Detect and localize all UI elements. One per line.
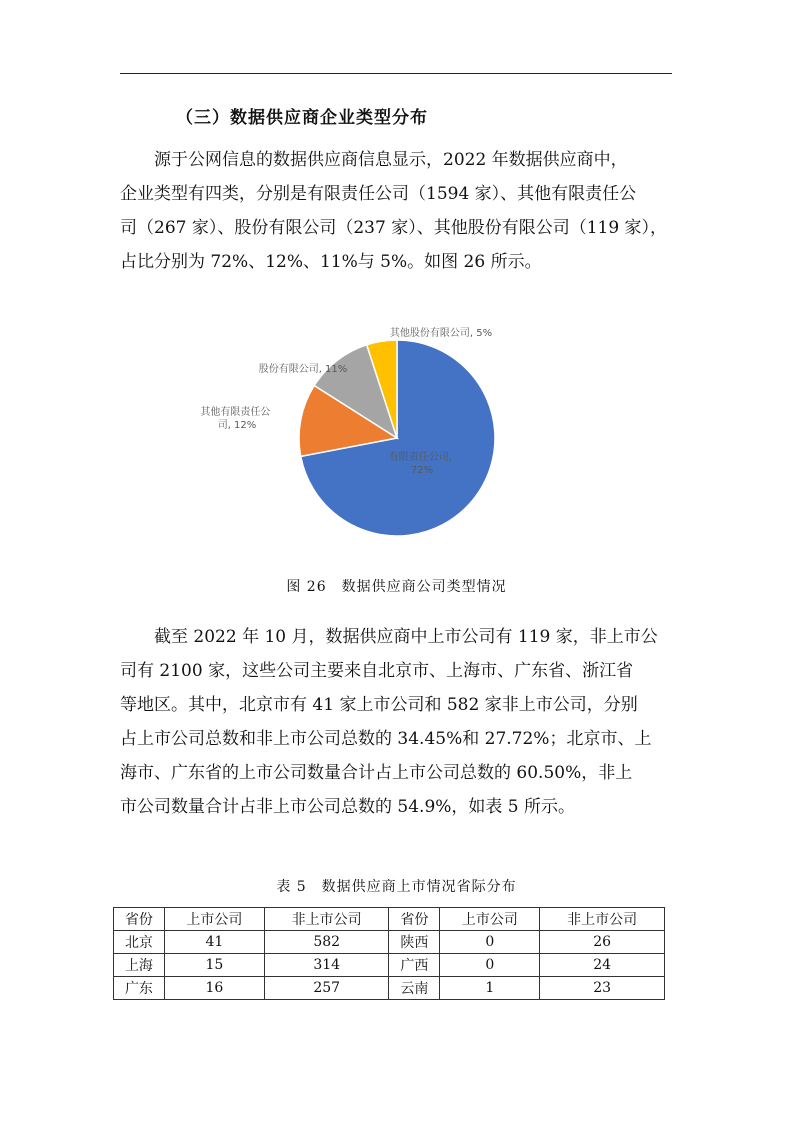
paragraph-line: 司（267 家）、股份有限公司（237 家）、其他股份有限公司（119 家）， xyxy=(120,218,668,238)
table-caption: 表 5 数据供应商上市情况省际分布 xyxy=(276,879,517,895)
paragraph-line: 企业类型有四类，分别是有限责任公司（1594 家）、其他有限责任公 xyxy=(120,184,637,204)
table-cell: 云南 xyxy=(389,977,440,1000)
province-distribution-table xyxy=(113,907,665,1000)
paragraph-company-types xyxy=(120,143,675,279)
paragraph-line: 占比分别为 72%、12%、11%与 5%。如图 26 所示。 xyxy=(120,252,542,272)
company-type-pie-chart xyxy=(190,318,600,550)
header-cell: 省份 xyxy=(389,908,440,931)
table-cell: 广东 xyxy=(114,977,165,1000)
table-cell: 0 xyxy=(440,931,540,954)
header-cell: 非上市公司 xyxy=(540,908,665,931)
header-cell: 省份 xyxy=(114,908,165,931)
header-rule xyxy=(120,73,672,74)
header-cell: 上市公司 xyxy=(440,908,540,931)
paragraph-listed-companies xyxy=(120,620,675,824)
table-cell: 北京 xyxy=(114,931,165,954)
table-cell: 314 xyxy=(264,954,389,977)
table-cell: 41 xyxy=(164,931,264,954)
table-cell: 23 xyxy=(540,977,665,1000)
table-cell: 16 xyxy=(164,977,264,1000)
table-cell: 陕西 xyxy=(389,931,440,954)
table-row xyxy=(114,977,665,1000)
paragraph-line: 司有 2100 家，这些公司主要来自北京市、上海市、广东省、浙江省 xyxy=(120,661,634,681)
paragraph-line: 占上市公司总数和非上市公司总数的 34.45%和 27.72%；北京市、上 xyxy=(120,729,652,749)
header-cell: 上市公司 xyxy=(164,908,264,931)
paragraph-line: 海市、广东省的上市公司数量合计占上市公司总数的 60.50%，非上 xyxy=(120,763,633,783)
table-cell: 0 xyxy=(440,954,540,977)
slice-label-limited: 有限责任公司, 72% xyxy=(388,452,452,476)
table-cell: 上海 xyxy=(114,954,165,977)
slice-label-joint-stock: 股份有限公司, 11% xyxy=(258,364,348,375)
paragraph-line: 截至 2022 年 10 月，数据供应商中上市公司有 119 家，非上市公 xyxy=(120,627,658,647)
table-cell: 15 xyxy=(164,954,264,977)
figure-caption: 图 26 数据供应商公司类型情况 xyxy=(286,579,507,595)
slice-label-other-joint-stock: 其他股份有限公司, 5% xyxy=(389,328,493,339)
section-heading: （三）数据供应商企业类型分布 xyxy=(176,108,428,128)
paragraph-line: 源于公网信息的数据供应商信息显示，2022 年数据供应商中， xyxy=(120,150,628,170)
header-cell: 非上市公司 xyxy=(264,908,389,931)
slice-label-other-limited: 其他有限责任公 司, 12% xyxy=(200,407,271,431)
table-row xyxy=(114,931,665,954)
table-cell: 582 xyxy=(264,931,389,954)
table-cell: 1 xyxy=(440,977,540,1000)
paragraph-line: 市公司数量合计占非上市公司总数的 54.9%，如表 5 所示。 xyxy=(120,797,576,817)
table-cell: 26 xyxy=(540,931,665,954)
table-cell: 广西 xyxy=(389,954,440,977)
table-header-row xyxy=(114,908,665,931)
table-cell: 257 xyxy=(264,977,389,1000)
table-cell: 24 xyxy=(540,954,665,977)
paragraph-line: 等地区。其中，北京市有 41 家上市公司和 582 家非上市公司，分别 xyxy=(120,695,638,715)
table-row xyxy=(114,954,665,977)
